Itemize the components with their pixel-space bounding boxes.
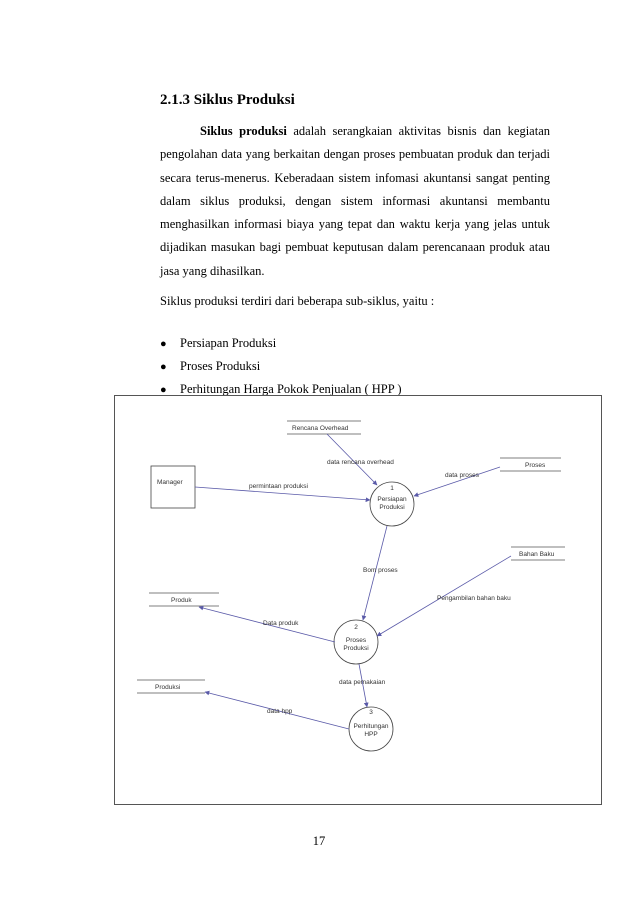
subcycle-list (160, 332, 402, 401)
section-heading: 2.1.3 Siklus Produksi (160, 92, 295, 108)
svg-text:Produksi: Produksi (343, 645, 369, 652)
process-1 (370, 482, 414, 526)
svg-text:Perhitungan: Perhitungan (353, 723, 389, 730)
store-produk (149, 593, 219, 606)
svg-text:Rencana Overhead: Rencana Overhead (292, 425, 349, 432)
bullet-icon: ● (160, 384, 167, 396)
svg-text:3: 3 (369, 709, 373, 716)
subcycle-intro: Siklus produksi terdiri dari beberapa sub-siklus, yaitu : (160, 294, 435, 308)
svg-text:Proses: Proses (345, 637, 367, 644)
flow-label: Data produk (263, 620, 299, 627)
flow-label: permintaan produksi (249, 483, 308, 490)
flow-label: Pengambilan bahan baku (437, 595, 511, 602)
list-item: ● Perhitungan Harga Pokok Penjualan ( HPP ) (160, 378, 402, 401)
list-item: ● Proses Produksi (160, 355, 402, 378)
paragraph-lead-term: Siklus produksi (200, 124, 287, 138)
store-rencana-overhead (287, 421, 361, 434)
svg-text:2: 2 (354, 624, 358, 631)
dfd-diagram (115, 396, 601, 804)
bullet-icon: ● (160, 361, 167, 373)
bullet-icon: ● (160, 338, 167, 350)
svg-text:Produksi: Produksi (155, 684, 181, 691)
manager-label: Manager (157, 479, 183, 486)
store-proses (500, 458, 561, 471)
flow-label: data pemakaian (339, 679, 386, 686)
store-produksi (137, 680, 205, 693)
dfd-figure (114, 395, 602, 805)
svg-text:Produksi: Produksi (379, 504, 405, 511)
flow-label: data proses (445, 472, 479, 479)
svg-text:1: 1 (390, 485, 394, 492)
svg-text:HPP: HPP (364, 731, 378, 738)
store-bahan-baku (511, 547, 565, 560)
process-3 (349, 707, 393, 751)
body-paragraph (160, 120, 550, 283)
paragraph-text: adalah serangkaian aktivitas bisnis dan kegiatan pengolahan data yang berkaitan dengan proses pembuatan produk dan terjadi secara terus-menerus. Keberadaan sistem infomasi akuntansi sangat penting dalam siklus produksi, dengan sistem informasi akuntansi membantu menghasilkan informasi biaya yang tepat dan waktu kerja yang jelas untuk dijadikan masukan bagi pembuat keputusan dalam perencanaan produk atau jasa yang dihasilkan. (160, 124, 550, 278)
page-number: 17 (312, 834, 326, 848)
svg-text:Bahan Baku: Bahan Baku (519, 551, 555, 558)
flow-label: Bom proses (363, 567, 398, 574)
svg-text:Proses: Proses (525, 462, 546, 469)
svg-text:Produk: Produk (171, 597, 192, 604)
list-item: ● Persiapan Produksi (160, 332, 402, 355)
manager-entity (151, 466, 195, 508)
flow-label: data rencana overhead (327, 459, 394, 466)
flow-label: data hpp (267, 708, 293, 715)
svg-text:Persiapan: Persiapan (377, 496, 407, 503)
process-2 (334, 620, 378, 664)
